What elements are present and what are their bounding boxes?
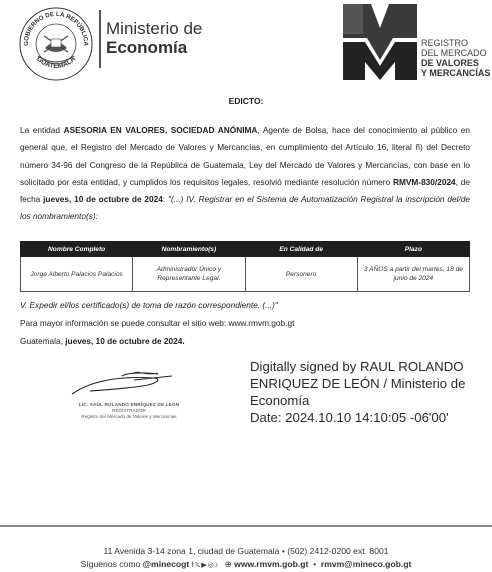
digital-signature xyxy=(250,358,480,426)
digital-signature-line: Digitally signed by RAUL ROLANDO xyxy=(250,359,464,374)
table-header: Nombre Completo xyxy=(21,242,133,257)
signatory-name: LIC. SAÚL ROLANDO ENRÍQUEZ DE LEÓN xyxy=(78,402,180,407)
social-handle: @minecogt xyxy=(142,559,190,569)
registry-line2: DEL MERCADO xyxy=(421,48,487,58)
table-cell-appointment: Administrador Único y Representante Legal. xyxy=(133,257,245,292)
registry-name xyxy=(421,38,490,78)
globe-icon: ⊕ xyxy=(224,559,232,569)
ministry-line2: Economía xyxy=(106,38,188,57)
main-paragraph xyxy=(20,122,470,226)
signatory-block xyxy=(54,402,204,420)
footer-address: 11 Avenida 3-14 zona 1, ciudad de Guatemala • (502) 2412-0200 ext. 8001 xyxy=(103,546,389,556)
digital-signature-line: ENRIQUEZ DE LEÓN / Ministerio de xyxy=(250,376,466,391)
website-link[interactable]: www.rmvm.gob.gt xyxy=(234,559,309,569)
table-cell-capacity: Personero xyxy=(245,257,357,292)
follow-label: Síguenos como xyxy=(80,559,143,569)
registry-line4: Y MERCANCÍAS xyxy=(421,68,491,78)
header-divider xyxy=(99,10,101,68)
registry-line1: REGISTRO xyxy=(421,38,469,48)
table-cell-term: 3 AÑOS a partir del martes, 18 de junio de 2024 xyxy=(357,257,469,292)
entity-name: ASESORIA EN VALORES, SOCIEDAD ANÓNIMA xyxy=(63,125,258,135)
footer-contacts: Síguenos como @minecogt f𝕏▶◎♪ ⊕ www.rmvm.gob.gt • rmvm@mineco.gob.gt xyxy=(80,559,412,569)
svg-text:GUATEMALA: GUATEMALA xyxy=(34,55,78,71)
paragraph-text: : xyxy=(162,194,169,205)
appointments-table xyxy=(20,241,470,292)
instagram-icon[interactable]: ◎ xyxy=(207,562,215,569)
table-header: Plazo xyxy=(357,242,469,257)
registry-line3: DE VALORES xyxy=(421,58,479,68)
edicto-title: EDICTO: xyxy=(228,96,264,106)
after-table-text xyxy=(20,300,278,310)
resolution-quote: "(...) IV. Registrar en el Sistema de Automatización Registral la inscripción del/de los nombramiento(s): xyxy=(20,194,470,222)
signatory-org: Registro del Mercado de Valores y Mercancías xyxy=(81,414,177,419)
resolution-number: RMVM-830/2024 xyxy=(392,176,456,187)
rmvm-logo xyxy=(343,4,417,80)
place-prefix: Guatemala, xyxy=(20,336,66,346)
place-date-value: jueves, 10 de octubre de 2024. xyxy=(65,336,185,346)
ministry-line1: Ministerio de xyxy=(106,19,203,38)
resolution-date: jueves, 10 de octubre de 2024 xyxy=(43,194,163,205)
youtube-icon[interactable]: ▶ xyxy=(201,562,208,569)
digital-signature-date: Date: 2024.10.10 14:10:05 -06'00' xyxy=(250,410,449,425)
signatory-role: REGISTRADOR xyxy=(112,408,146,413)
certificate-clause: V. Expedir el/los certificado(s) de toma de razón correspondiente. (...)" xyxy=(20,300,278,310)
email-link[interactable]: rmvm@mineco.gob.gt xyxy=(320,559,412,569)
guatemala-seal-logo xyxy=(18,6,94,82)
x-icon[interactable]: 𝕏 xyxy=(194,562,202,569)
handwritten-signature xyxy=(62,370,192,398)
table-header: Nombramiento(s) xyxy=(133,242,245,257)
svg-text:GOBIERNO DE LA REPÚBLICA: GOBIERNO DE LA REPÚBLICA xyxy=(22,10,90,47)
facebook-icon[interactable]: f xyxy=(191,562,195,569)
ministry-name xyxy=(106,20,202,57)
table-cell-name: Jorge Alberto Palacios Palacios xyxy=(21,257,133,292)
more-info-text: Para mayor información se puede consultar el sitio web: www.rmvm.gob.gt xyxy=(20,318,295,328)
place-date xyxy=(20,336,185,346)
tiktok-icon[interactable]: ♪ xyxy=(214,562,220,569)
digital-signature-line: Economía xyxy=(250,393,310,408)
footer-divider xyxy=(0,525,492,527)
social-icons xyxy=(192,562,223,569)
table-header: En Calidad de xyxy=(245,242,357,257)
table-row xyxy=(21,257,470,292)
paragraph-text: , Agente de Bolsa, hace del conocimiento al público en general que, el Registro del Mercado de Valores y Mercancías, en cumplimiento del Artículo 16, literal ñ) del Decreto número 34-96 del Congreso de la República de Guatemala, Ley del Mercado de Valores y Mercancías, con base en lo solicitado por esta entidad, y cumplidos los requisitos legales, resolvió mediante resolución número xyxy=(20,125,470,187)
paragraph-text: , de fecha xyxy=(20,176,470,205)
paragraph-text: La entidad xyxy=(20,125,64,135)
